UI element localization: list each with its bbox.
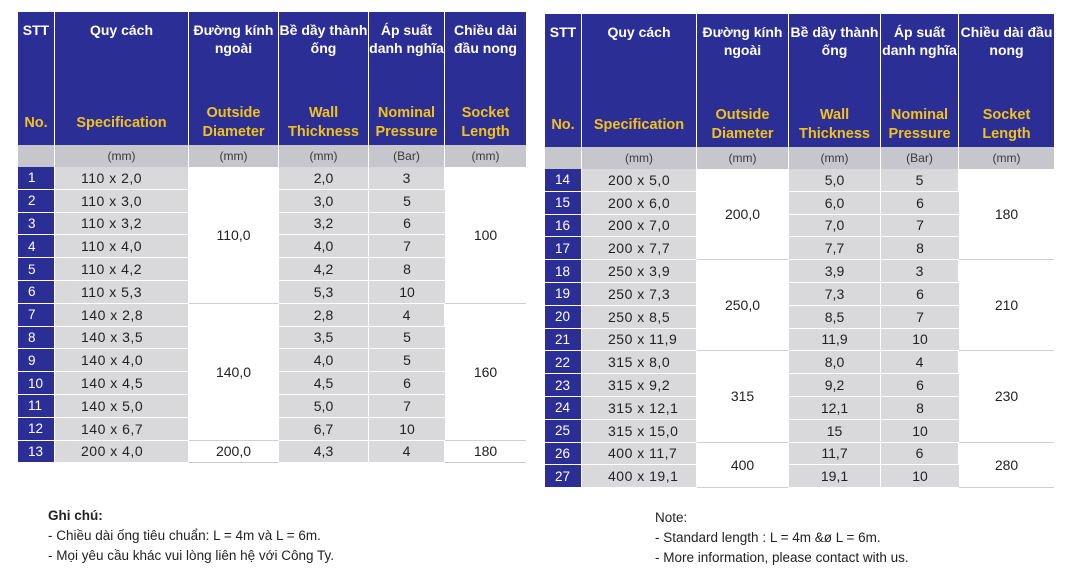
row-spec: 200 x 4,0	[55, 441, 189, 464]
row-spec: 250 x 8,5	[582, 306, 697, 329]
header-en-od: Outside Diameter	[189, 101, 279, 145]
row-pressure: 4	[369, 304, 445, 327]
row-wall: 4,0	[279, 235, 369, 258]
socket-length-group: 210	[959, 260, 1054, 351]
row-number: 22	[545, 351, 582, 374]
row-spec: 110 x 2,0	[55, 167, 189, 190]
header-vi-wall: Bề dầy thành ống	[789, 14, 881, 103]
header-vi-pressure: Áp suất danh nghĩa	[881, 14, 959, 103]
row-wall: 12,1	[789, 397, 881, 420]
row-spec: 140 x 2,8	[55, 304, 189, 327]
table-row	[18, 167, 526, 190]
header-en-socket: Socket Length	[959, 103, 1054, 147]
row-pressure: 8	[369, 258, 445, 281]
socket-length-group: 180	[959, 169, 1054, 260]
table-row	[545, 351, 1054, 374]
unit-socket: (mm)	[445, 145, 526, 167]
table-row	[545, 443, 1054, 466]
row-number: 13	[18, 441, 55, 464]
header-en-wall: Wall Thickness	[789, 103, 881, 147]
outside-diameter-group: 140,0	[189, 304, 279, 441]
row-pressure: 4	[369, 441, 445, 464]
row-pressure: 7	[881, 215, 959, 238]
socket-length-group: 160	[445, 304, 526, 441]
unit-spec: (mm)	[582, 147, 697, 169]
row-number: 11	[18, 395, 55, 418]
unit-pressure: (Bar)	[369, 145, 445, 167]
header-en-od: Outside Diameter	[697, 103, 789, 147]
row-pressure: 5	[369, 190, 445, 213]
socket-length-group: 280	[959, 443, 1054, 489]
row-spec: 315 x 8,0	[582, 351, 697, 374]
row-pressure: 10	[881, 329, 959, 352]
row-spec: 110 x 4,0	[55, 235, 189, 258]
row-number: 26	[545, 443, 582, 466]
note-title: Note:	[655, 510, 688, 525]
row-pressure: 10	[881, 420, 959, 443]
row-spec: 110 x 5,3	[55, 281, 189, 304]
row-wall: 3,9	[789, 260, 881, 283]
row-number: 18	[545, 260, 582, 283]
header-vi-pressure: Áp suất danh nghĩa	[369, 12, 445, 101]
table-row	[545, 169, 1054, 192]
row-wall: 3,5	[279, 327, 369, 350]
outside-diameter-group: 400	[697, 443, 789, 489]
header-en-pressure: Nominal Pressure	[881, 103, 959, 147]
row-spec: 400 x 19,1	[582, 465, 697, 488]
row-spec: 315 x 9,2	[582, 374, 697, 397]
header-vi-socket: Chiều dài đầu nong	[959, 14, 1054, 103]
row-number: 21	[545, 329, 582, 352]
row-number: 19	[545, 283, 582, 306]
row-number: 15	[545, 192, 582, 215]
table-row	[18, 441, 526, 464]
row-number: 3	[18, 213, 55, 236]
row-pressure: 3	[369, 167, 445, 190]
row-number: 4	[18, 235, 55, 258]
row-spec: 200 x 6,0	[582, 192, 697, 215]
row-wall: 7,7	[789, 237, 881, 260]
row-pressure: 10	[369, 281, 445, 304]
row-wall: 5,3	[279, 281, 369, 304]
row-pressure: 6	[369, 372, 445, 395]
table-row	[18, 304, 526, 327]
row-spec: 315 x 12,1	[582, 397, 697, 420]
row-pressure: 8	[881, 397, 959, 420]
row-pressure: 6	[881, 283, 959, 306]
unit-pressure: (Bar)	[881, 147, 959, 169]
row-number: 12	[18, 418, 55, 441]
row-number: 24	[545, 397, 582, 420]
row-number: 16	[545, 215, 582, 238]
row-number: 10	[18, 372, 55, 395]
row-pressure: 6	[881, 443, 959, 466]
row-wall: 2,0	[279, 167, 369, 190]
table-row	[545, 260, 1054, 283]
row-wall: 7,3	[789, 283, 881, 306]
row-number: 1	[18, 167, 55, 190]
row-spec: 140 x 6,7	[55, 418, 189, 441]
socket-length-group: 230	[959, 351, 1054, 442]
outside-diameter-group: 250,0	[697, 260, 789, 351]
unit-blank	[545, 147, 582, 169]
row-number: 17	[545, 237, 582, 260]
row-pressure: 10	[881, 465, 959, 488]
row-pressure: 7	[881, 306, 959, 329]
note-line: - More information, please contact with us.	[655, 550, 909, 565]
row-spec: 140 x 3,5	[55, 327, 189, 350]
row-wall: 19,1	[789, 465, 881, 488]
row-wall: 2,8	[279, 304, 369, 327]
row-pressure: 7	[369, 235, 445, 258]
row-spec: 200 x 7,0	[582, 215, 697, 238]
row-wall: 6,7	[279, 418, 369, 441]
row-number: 5	[18, 258, 55, 281]
header-en-socket: Socket Length	[445, 101, 526, 145]
row-spec: 110 x 3,0	[55, 190, 189, 213]
row-number: 7	[18, 304, 55, 327]
row-wall: 11,9	[789, 329, 881, 352]
row-wall: 3,0	[279, 190, 369, 213]
row-spec: 140 x 5,0	[55, 395, 189, 418]
row-pressure: 5	[369, 327, 445, 350]
row-spec: 200 x 5,0	[582, 169, 697, 192]
row-wall: 4,2	[279, 258, 369, 281]
row-pressure: 4	[881, 351, 959, 374]
row-wall: 4,3	[279, 441, 369, 464]
row-wall: 11,7	[789, 443, 881, 466]
header-vi-spec: Quy cách	[55, 12, 189, 101]
header-no: No.	[545, 103, 582, 147]
note-vietnamese	[48, 506, 334, 566]
note-line: - Standard length : L = 4m &ø L = 6m.	[655, 530, 881, 545]
note-line: - Mọi yêu cầu khác vui lòng liên hệ với Công Ty.	[48, 548, 334, 563]
row-number: 8	[18, 327, 55, 350]
row-spec: 110 x 3,2	[55, 213, 189, 236]
row-spec: 400 x 11,7	[582, 443, 697, 466]
row-pressure: 6	[881, 192, 959, 215]
header-stt: STT	[545, 14, 582, 103]
row-pressure: 5	[369, 349, 445, 372]
row-wall: 8,0	[789, 351, 881, 374]
row-spec: 250 x 7,3	[582, 283, 697, 306]
row-number: 2	[18, 190, 55, 213]
note-line: - Chiều dài ống tiêu chuẩn: L = 4m và L = 6m.	[48, 528, 321, 543]
row-number: 9	[18, 349, 55, 372]
row-spec: 250 x 11,9	[582, 329, 697, 352]
row-wall: 9,2	[789, 374, 881, 397]
row-spec: 250 x 3,9	[582, 260, 697, 283]
row-spec: 110 x 4,2	[55, 258, 189, 281]
row-pressure: 5	[881, 169, 959, 192]
socket-length-group: 180	[445, 441, 526, 464]
row-wall: 5,0	[279, 395, 369, 418]
row-wall: 6,0	[789, 192, 881, 215]
row-number: 6	[18, 281, 55, 304]
unit-od: (mm)	[697, 147, 789, 169]
row-wall: 8,5	[789, 306, 881, 329]
row-wall: 15	[789, 420, 881, 443]
row-pressure: 7	[369, 395, 445, 418]
row-pressure: 6	[369, 213, 445, 236]
row-pressure: 10	[369, 418, 445, 441]
row-number: 20	[545, 306, 582, 329]
unit-spec: (mm)	[55, 145, 189, 167]
row-number: 27	[545, 465, 582, 488]
header-vi-spec: Quy cách	[582, 14, 697, 103]
header-vi-od: Đường kính ngoài	[697, 14, 789, 103]
row-wall: 3,2	[279, 213, 369, 236]
row-pressure: 8	[881, 237, 959, 260]
row-wall: 5,0	[789, 169, 881, 192]
outside-diameter-group: 315	[697, 351, 789, 442]
outside-diameter-group: 200,0	[189, 441, 279, 464]
row-spec: 140 x 4,0	[55, 349, 189, 372]
outside-diameter-group: 200,0	[697, 169, 789, 260]
row-spec: 140 x 4,5	[55, 372, 189, 395]
header-en-wall: Wall Thickness	[279, 101, 369, 145]
row-pressure: 6	[881, 374, 959, 397]
spec-table-left	[18, 12, 526, 463]
row-wall: 4,0	[279, 349, 369, 372]
note-english	[655, 508, 909, 568]
row-wall: 7,0	[789, 215, 881, 238]
unit-wall: (mm)	[789, 147, 881, 169]
socket-length-group: 100	[445, 167, 526, 304]
unit-od: (mm)	[189, 145, 279, 167]
header-vi-od: Đường kính ngoài	[189, 12, 279, 101]
outside-diameter-group: 110,0	[189, 167, 279, 304]
header-no: No.	[18, 101, 55, 145]
header-en-spec: Specification	[55, 101, 189, 145]
row-spec: 200 x 7,7	[582, 237, 697, 260]
header-stt: STT	[18, 12, 55, 101]
header-vi-wall: Bề dầy thành ống	[279, 12, 369, 101]
row-number: 14	[545, 169, 582, 192]
row-spec: 315 x 15,0	[582, 420, 697, 443]
row-pressure: 3	[881, 260, 959, 283]
row-wall: 4,5	[279, 372, 369, 395]
row-number: 25	[545, 420, 582, 443]
header-en-pressure: Nominal Pressure	[369, 101, 445, 145]
header-en-spec: Specification	[582, 103, 697, 147]
row-number: 23	[545, 374, 582, 397]
unit-socket: (mm)	[959, 147, 1054, 169]
unit-wall: (mm)	[279, 145, 369, 167]
header-vi-socket: Chiều dài đầu nong	[445, 12, 526, 101]
unit-blank	[18, 145, 55, 167]
spec-table-right	[545, 14, 1054, 488]
note-title: Ghi chú:	[48, 508, 103, 523]
